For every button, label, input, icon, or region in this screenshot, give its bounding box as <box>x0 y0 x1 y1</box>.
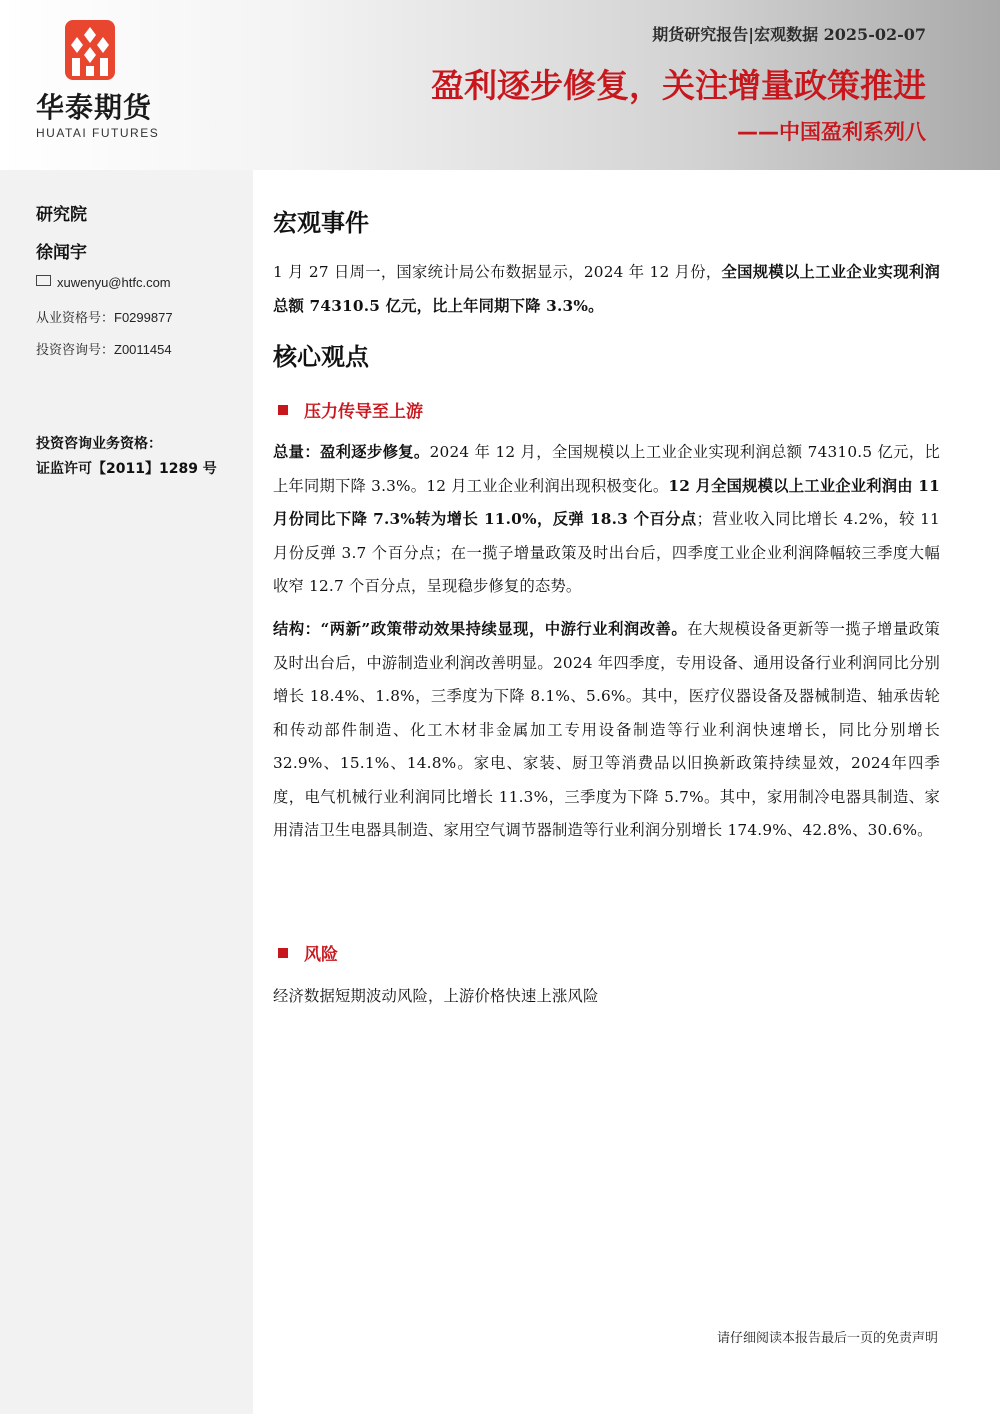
analyst-sidebar <box>0 170 253 1414</box>
structure-lead: 结构：“两新”政策带动效果持续显现，中游行业利润改善。 <box>273 620 688 638</box>
disclaimer-note: 请仔细阅读本报告最后一页的免责声明 <box>716 1331 938 1346</box>
core-heading: 核心观点 <box>273 343 369 371</box>
qualification-label: 投资咨询业务资格： <box>36 436 162 452</box>
report-subtitle: ——中国盈利系列八 <box>737 120 926 144</box>
section-risk-title: 风险 <box>304 945 338 965</box>
total-text-a: 2024 年 12 月，全国规模以上工业企业实现利润总额 74310.5 亿元，比上年同期下降 3.3%。12 月工业企业利润出现积极变化。 <box>273 443 940 495</box>
company-logo <box>36 20 166 140</box>
report-type: 期货研究报告|宏观数据 <box>652 25 819 44</box>
event-heading: 宏观事件 <box>273 209 369 237</box>
structure-paragraph <box>273 613 940 848</box>
event-paragraph <box>273 256 940 323</box>
mail-icon <box>36 275 51 286</box>
report-date: 2025-02-07 <box>823 25 926 44</box>
department: 研究院 <box>36 205 87 225</box>
square-bullet-icon <box>278 948 288 958</box>
event-text: 1 月 27 日周一，国家统计局公布数据显示，2024 年 12 月份， <box>273 263 722 281</box>
logo-name-en: HUATAI FUTURES <box>36 126 160 140</box>
license-number <box>36 307 173 326</box>
qualification-value: 证监许可【2011】1289 号 <box>36 461 217 477</box>
total-text-bold: 12 月全国规模以上工业企业利润由 11 月份同比下降 7.3%转为增长 11.0%，反弹 18.3 个百分点 <box>273 476 940 528</box>
event-text-bold: 全国规模以上工业企业实现利润总额 74310.5 亿元，比上年同期下降 3.3%。 <box>273 263 940 315</box>
analyst-email[interactable] <box>36 275 171 290</box>
license-label: 从业资格号： <box>36 310 115 325</box>
logo-name-cn: 华泰期货 <box>36 91 153 124</box>
section-pressure-heading <box>278 397 423 422</box>
square-bullet-icon <box>278 405 288 415</box>
structure-text: 在大规模设备更新等一揽子增量政策及时出台后，中游制造业利润改善明显。2024 年四季度，专用设备、通用设备行业利润同比分别增长 18.4%、1.8%，三季度为下降 8.1%、5.6%。其中，医疗仪器设备及器械制造、轴承齿轮和传动部件制造、化工木材非金属加工专用设备制造等行业利润快速增长，同比分别增长 32.9%、15.1%、14.8%。家电、家装、厨卫等消费品以旧换新政策持续显效，2024年四季度，电气机械行业利润同比增长 11.3%，三季度为下降 5.7%。其中，家用制冷电器具制造、家用清洁卫生电器具制造、家用空气调节器制造等行业利润分别增长 174.9%、42.8%、30.6%。 <box>273 620 941 839</box>
huatai-logo-icon <box>65 20 115 80</box>
consult-number <box>36 339 172 358</box>
analyst-name: 徐闻宇 <box>36 243 87 263</box>
risk-paragraph: 经济数据短期波动风险，上游价格快速上涨风险 <box>273 987 599 1005</box>
report-title: 盈利逐步修复，关注增量政策推进 <box>431 66 926 105</box>
total-lead: 总量：盈利逐步修复。 <box>273 443 430 461</box>
report-header <box>0 0 1000 170</box>
section-risk-heading <box>278 940 338 965</box>
license-value: F0299877 <box>114 310 173 325</box>
report-meta <box>652 22 926 45</box>
email-text[interactable]: xuwenyu@htfc.com <box>57 275 171 290</box>
total-paragraph <box>273 436 940 604</box>
consult-label: 投资咨询号： <box>36 342 115 357</box>
total-text-b: ；营业收入同比增长 4.2%，较 11 月份反弹 3.7 个百分点；在一揽子增量政策及时出台后，四季度工业企业利润降幅较三季度大幅收窄 12.7 个百分点，呈现稳步修复的态势。 <box>273 510 940 595</box>
section-pressure-title: 压力传导至上游 <box>304 402 423 422</box>
consult-value: Z0011454 <box>114 342 172 357</box>
